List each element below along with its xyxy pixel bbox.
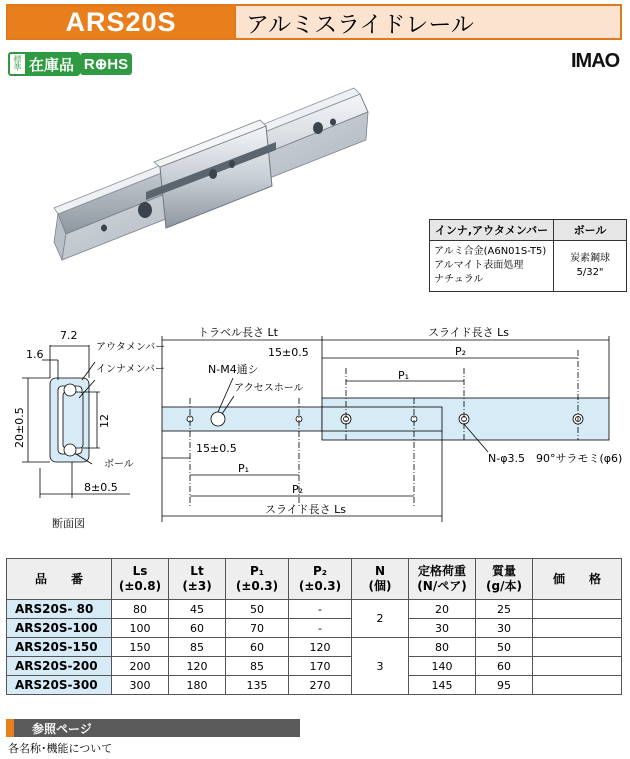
cell-price [533, 600, 622, 619]
table-row [7, 638, 622, 657]
dim-8: 8±0.5 [84, 481, 118, 494]
row-code: ARS20S- 80 [7, 600, 112, 619]
cell-lt: 45 [169, 600, 226, 619]
label-m4: N-M4通シ [208, 363, 259, 376]
material-header-ball: ボール [554, 220, 627, 241]
dim-1-6: 1.6 [26, 348, 44, 361]
cell-ls: 150 [112, 638, 169, 657]
dim-12: 12 [98, 414, 111, 428]
cell-mass: 60 [476, 657, 533, 676]
rail-hole [101, 225, 107, 232]
dim-p2-bot: P₂ [292, 483, 304, 496]
col-mass: 質量 (g/本) [476, 559, 533, 600]
cell-n: 2 [352, 600, 409, 638]
cell-p1: 60 [226, 638, 289, 657]
col-load: 定格荷重 (N/ペア) [409, 559, 476, 600]
product-code: ARS20S [8, 6, 234, 38]
rail-hole [330, 119, 336, 126]
cell-load: 20 [409, 600, 476, 619]
cell-p2: 120 [289, 638, 352, 657]
row-code: ARS20S-100 [7, 619, 112, 638]
title-bar [6, 4, 622, 40]
cell-p2: 170 [289, 657, 352, 676]
cell-lt: 85 [169, 638, 226, 657]
col-lt: Lt (±3) [169, 559, 226, 600]
technical-drawing [0, 318, 630, 538]
material-line: アルミ合金(A6N01S-T5) [434, 246, 547, 257]
row-code: ARS20S-300 [7, 676, 112, 695]
row-code: ARS20S-200 [7, 657, 112, 676]
cell-price [533, 657, 622, 676]
cell-p2: - [289, 619, 352, 638]
col-n: N (個) [352, 559, 409, 600]
cell-mass: 95 [476, 676, 533, 695]
dim-slide-top: スライド長さ Ls [428, 326, 510, 339]
material-header-members: インナ,アウタメンバー [430, 220, 554, 241]
label-inner-member: インナメンバー [96, 364, 165, 375]
stock-badge-text: 在庫品 [25, 54, 78, 74]
col-p1: P₁ (±0.3) [226, 559, 289, 600]
stock-badge-small: 標準 [13, 55, 22, 72]
cell-load: 140 [409, 657, 476, 676]
material-members [430, 241, 554, 292]
reference-link[interactable]: 各名称･機能について [8, 742, 113, 755]
cell-mass: 50 [476, 638, 533, 657]
reference-marker [6, 719, 14, 737]
row-code: ARS20S-150 [7, 638, 112, 657]
cell-p1: 85 [226, 657, 289, 676]
cell-lt: 60 [169, 619, 226, 638]
cell-ls: 100 [112, 619, 169, 638]
imao-logo: IMAO [571, 50, 620, 72]
product-illustration [50, 82, 380, 272]
material-line: アルマイト表面処理 [434, 260, 524, 271]
carriage-hole [209, 169, 217, 179]
stock-badge [8, 52, 80, 76]
cell-p2: 270 [289, 676, 352, 695]
cell-p1: 135 [226, 676, 289, 695]
dim-travel: トラベル長さ Lt [198, 326, 278, 339]
cell-p1: 70 [226, 619, 289, 638]
spec-table [6, 558, 622, 695]
rohs-badge: R⊕HS [80, 53, 132, 75]
col-code: 品 番 [7, 559, 112, 600]
cell-ls: 80 [112, 600, 169, 619]
section-ball [64, 384, 76, 396]
rail-hole [313, 122, 323, 134]
table-row [7, 676, 622, 695]
dim-p1-bot: P₁ [238, 462, 250, 475]
col-price: 価 格 [533, 559, 622, 600]
table-row [7, 600, 622, 619]
product-name: アルミスライドレール [234, 6, 620, 38]
dim-15-bot: 15±0.5 [196, 442, 237, 455]
label-countersink: N-φ3.5 90°サラモミ(φ6) [488, 452, 623, 465]
cell-n: 3 [352, 638, 409, 695]
reference-bar [6, 719, 300, 737]
cell-p1: 50 [226, 600, 289, 619]
label-ball: ボール [104, 459, 134, 470]
material-line: ナチュラル [434, 274, 484, 285]
dim-slide-bot: スライド長さ Ls [265, 503, 347, 516]
reference-title: 参照ページ [32, 721, 92, 736]
cell-lt: 120 [169, 657, 226, 676]
col-ls: Ls (±0.8) [112, 559, 169, 600]
section-ball [64, 444, 76, 456]
cell-mass: 30 [476, 619, 533, 638]
label-outer-member: アウタメンバー [96, 342, 166, 353]
dim-15-top: 15±0.5 [268, 346, 309, 359]
section-inner [63, 392, 83, 448]
cell-lt: 180 [169, 676, 226, 695]
dim-p1-top: P₁ [398, 369, 410, 382]
dim-7-2: 7.2 [60, 329, 78, 342]
cell-price [533, 619, 622, 638]
cell-load: 80 [409, 638, 476, 657]
cell-ls: 200 [112, 657, 169, 676]
cell-ls: 300 [112, 676, 169, 695]
rail-hole [138, 202, 152, 218]
carriage-hole [229, 160, 235, 168]
material-table [429, 219, 627, 292]
cell-load: 145 [409, 676, 476, 695]
table-row [7, 657, 622, 676]
cell-load: 30 [409, 619, 476, 638]
dim-p2-top: P₂ [455, 345, 467, 358]
table-row [7, 619, 622, 638]
col-p2: P₂ (±0.3) [289, 559, 352, 600]
section-caption: 断面図 [52, 517, 85, 530]
cell-price [533, 676, 622, 695]
cell-price [533, 638, 622, 657]
dim-20: 20±0.5 [13, 407, 26, 448]
cell-p2: - [289, 600, 352, 619]
label-access-hole: アクセスホール [234, 383, 304, 394]
material-ball: 炭素鋼球5/32" [554, 241, 627, 292]
cell-mass: 25 [476, 600, 533, 619]
